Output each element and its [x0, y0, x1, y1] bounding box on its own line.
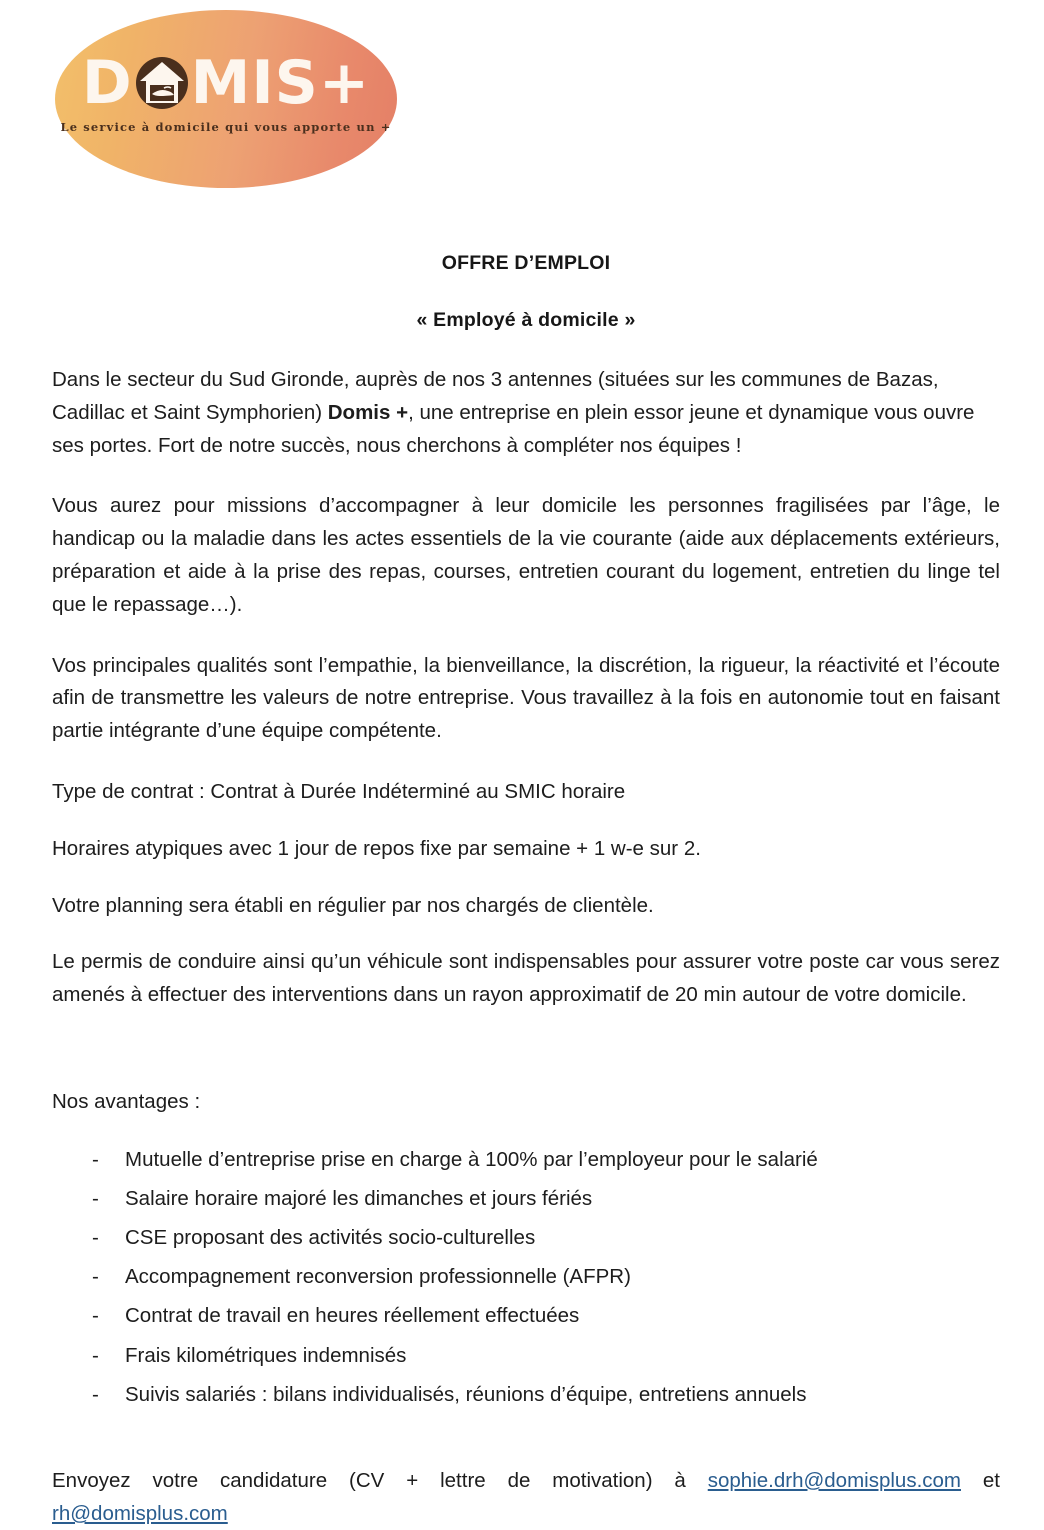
email-link-sophie[interactable]: sophie.drh@domisplus.com: [707, 1468, 961, 1492]
section-spacer: [52, 1040, 1000, 1086]
document-body: [52, 252, 1000, 1530]
driving-licence-paragraph: Le permis de conduire ainsi qu’un véhicule sont indispensables pour assurer votre poste car vous serez amenés à effectuer des interventions dans un rayon approximatif de 20 min autour de votre domicile.: [52, 950, 1000, 1007]
contact-intro-text: Envoyez votre candidature (CV + lettre de motivation) à: [52, 1468, 708, 1492]
contract-type-line: Type de contrat : Contrat à Durée Indéterminé au SMIC horaire: [52, 779, 626, 803]
contact-conjunction: et: [961, 1468, 1000, 1492]
email-link-rh[interactable]: rh@domisplus.com: [52, 1502, 228, 1526]
benefits-list: [52, 1144, 1000, 1410]
logo-wordmark: [55, 48, 397, 118]
bullet-dash-icon: -: [92, 1226, 99, 1250]
benefits-heading: Nos avantages :: [52, 1089, 201, 1113]
contact-spacer: [52, 1418, 1000, 1464]
list-item: [52, 1300, 1000, 1331]
list-item: [52, 1222, 1000, 1253]
company-logo: [55, 10, 397, 188]
bullet-dash-icon: -: [92, 1186, 99, 1210]
list-item-label: Frais kilométriques indemnisés: [125, 1343, 407, 1367]
logo-tagline: Le service à domicile qui vous apporte un +: [60, 120, 392, 134]
intro-paragraph: [52, 364, 1000, 462]
list-item: [52, 1144, 1000, 1175]
qualities-paragraph: Vos principales qualités sont l’empathie, la bienveillance, la discrétion, la rigueur, la réactivité et l’écoute afin de transmettre les valeurs de notre entreprise. Vous travaillez à la fois en autonomie tout en faisant partie intégrante d’une équipe compétente.: [52, 653, 1000, 743]
company-name-bold: Domis +: [327, 400, 409, 424]
page-title: OFFRE D’EMPLOI: [441, 252, 611, 274]
bullet-dash-icon: -: [92, 1304, 99, 1328]
bullet-dash-icon: -: [92, 1147, 99, 1171]
list-item-label: Salaire horaire majoré les dimanches et jours fériés: [125, 1186, 593, 1210]
list-item-label: Contrat de travail en heures réellement effectuées: [125, 1304, 580, 1328]
schedule-line: Horaires atypiques avec 1 jour de repos fixe par semaine + 1 w-e sur 2.: [52, 836, 701, 860]
list-item: [52, 1183, 1000, 1214]
contact-paragraph: [52, 1464, 1000, 1530]
bullet-dash-icon: -: [92, 1382, 99, 1406]
list-item-label: Suivis salariés : bilans individualisés, réunions d’équipe, entretiens annuels: [125, 1382, 807, 1406]
list-item: [52, 1379, 1000, 1410]
bullet-dash-icon: -: [92, 1343, 99, 1367]
house-with-hand-icon: [134, 55, 190, 111]
intro-text-after: , une entreprise en plein essor jeune et dynamique vous ouvre ses portes. Fort de notre succès, nous cherchons à compléter nos équipes !: [52, 400, 975, 457]
list-item: [52, 1340, 1000, 1371]
planning-line: Votre planning sera établi en régulier par nos chargés de clientèle.: [52, 893, 654, 917]
page-subtitle: « Employé à domicile »: [416, 309, 636, 331]
missions-paragraph: Vous aurez pour missions d’accompagner à leur domicile les personnes fragilisées par l’âge, le handicap ou la maladie dans les actes essentiels de la vie courante (aide aux déplacements extérieurs, préparation et aide à la prise des repas, courses, entretien courant du logement, entretien du linge tel que le repassage…).: [52, 494, 1000, 616]
list-item-label: CSE proposant des activités socio-culturelles: [125, 1226, 536, 1250]
list-item-label: Accompagnement reconversion professionnelle (AFPR): [125, 1265, 631, 1289]
logo-wordmark-prefix: D: [81, 48, 133, 118]
logo-wordmark-suffix: MIS+: [190, 48, 371, 118]
list-item-label: Mutuelle d’entreprise prise en charge à 100% par l’employeur pour le salarié: [125, 1147, 818, 1171]
list-item: [52, 1261, 1000, 1292]
intro-text-before: Dans le secteur du Sud Gironde, auprès de nos 3 antennes (situées sur les communes de Bazas, Cadillac et Saint Symphorien): [52, 368, 939, 424]
bullet-dash-icon: -: [92, 1265, 99, 1289]
